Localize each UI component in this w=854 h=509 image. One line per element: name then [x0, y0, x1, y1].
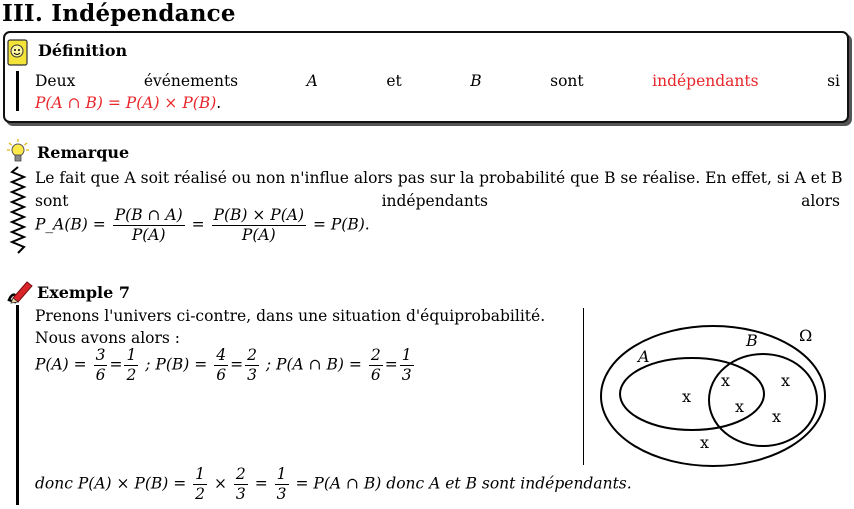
- word: et: [386, 72, 402, 90]
- word: alors: [801, 192, 840, 210]
- fraction: $\frac{3}{6}$: [95, 346, 106, 384]
- fraction: $\frac{2}{3}$: [247, 346, 257, 384]
- definition-header: Définition: [38, 41, 128, 60]
- fraction: $\frac{1}{2}$: [195, 465, 206, 503]
- universe-ellipse: [601, 326, 825, 466]
- exemple-line2: Nous avons alors :: [35, 329, 180, 347]
- element-marker: x: [700, 433, 710, 452]
- definition-book-icon: [5, 38, 31, 68]
- word: B: [470, 72, 482, 90]
- set-a-ellipse: [620, 358, 764, 430]
- element-marker: x: [735, 397, 745, 416]
- word: si: [827, 72, 840, 90]
- venn-diagram: [600, 318, 840, 473]
- word: sont: [35, 192, 69, 210]
- remarque-line1: Le fait que A soit réalisé ou non n'influe alors pas sur la probabilité que B se réalise. En effet, si A et B: [35, 169, 843, 187]
- definition-bar: [16, 71, 19, 111]
- exemple-conclusion: donc P(A) × P(B) = $\frac{1}{2}$ × $\frac{2}{3}$ = $\frac{1}{3}$ = P(A ∩ B) donc A et B sont indépendants.: [35, 465, 632, 503]
- pencil-icon: [5, 278, 35, 304]
- element-marker: x: [721, 371, 731, 390]
- label-b: B: [746, 331, 758, 350]
- remarque-header: Remarque: [37, 143, 130, 162]
- fraction: $\frac{P(B \cap A)}{P(A)}$: [114, 206, 183, 244]
- element-marker: x: [781, 371, 791, 390]
- exemple-calculations: P(A) = $\frac{3}{6}$ = $\frac{1}{2}$ ; P(B) = $\frac{4}{6}$ = $\frac{2}{3}$ ; P(A ∩ B) = $\frac{2}{6}$ = $\frac{1}{3}$: [35, 346, 412, 384]
- fraction: $\frac{2}{6}$: [370, 346, 381, 384]
- fraction: $\frac{1}{3}$: [401, 346, 412, 384]
- fraction: $\frac{1}{3}$: [276, 465, 287, 503]
- fraction: $\frac{1}{2}$: [126, 346, 137, 384]
- definition-line1: [35, 71, 840, 91]
- word: indépendants: [381, 192, 489, 210]
- exemple-line1: Prenons l'univers ci-contre, dans une situation d'équiprobabilité.: [35, 307, 546, 325]
- formula-lhs: P_A(B) =: [35, 215, 106, 234]
- exemple-header: Exemple 7: [37, 283, 130, 302]
- column-separator: [583, 308, 584, 465]
- formula-rhs: = P(B).: [312, 215, 370, 234]
- element-marker: x: [772, 407, 782, 426]
- lightbulb-icon: [5, 138, 31, 164]
- word: sont: [550, 72, 584, 90]
- word: Deux: [35, 72, 76, 90]
- period: .: [216, 94, 222, 112]
- definition-formula-line: [35, 93, 221, 113]
- definition-formula: P(A ∩ B) = P(A) × P(B): [35, 94, 217, 112]
- word: événements: [143, 72, 239, 90]
- section-title: III. Indépendance: [2, 0, 236, 27]
- label-omega: Ω: [799, 326, 813, 345]
- element-marker: x: [682, 387, 692, 406]
- word: A: [306, 72, 318, 90]
- fraction: $\frac{2}{3}$: [235, 465, 246, 503]
- label-a: A: [638, 347, 650, 366]
- exemple-bar: [16, 305, 19, 505]
- fraction: $\frac{4}{6}$: [216, 346, 227, 384]
- zigzag-bar: [8, 165, 28, 257]
- fraction: $\frac{P(B) \times P(A)}{P(A)}$: [213, 206, 305, 244]
- word-independants: indépendants: [652, 72, 759, 90]
- remarque-formula: P_A(B) = $\frac{P(B \cap A)}{P(A)}$ = $\frac{P(B) \times P(A)}{P(A)}$ = P(B).: [35, 206, 370, 244]
